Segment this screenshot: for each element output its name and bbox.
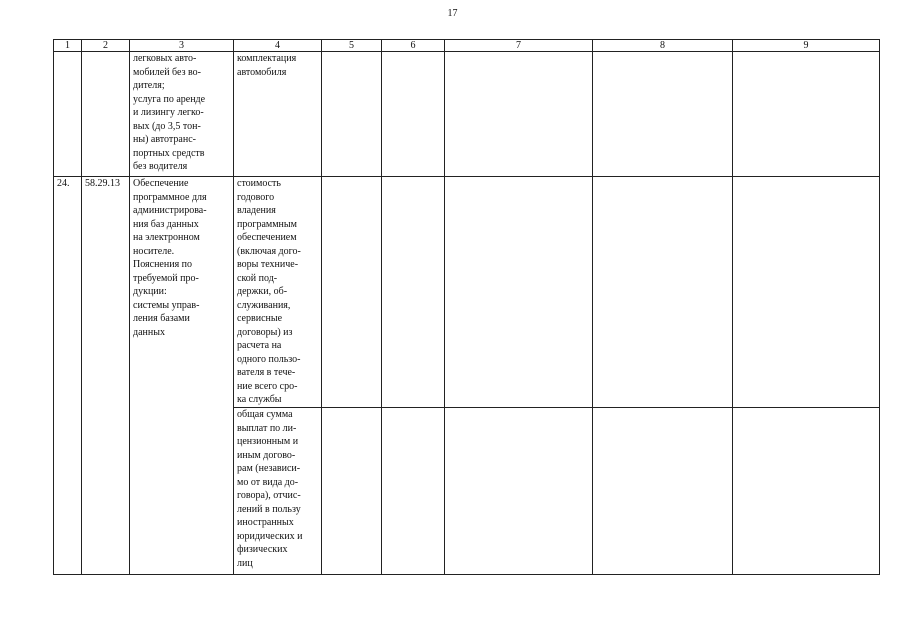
- table-row: [54, 52, 880, 177]
- header-col-1: 1: [54, 40, 82, 52]
- header-col-6: 6: [382, 40, 445, 52]
- header-col-9: 9: [733, 40, 880, 52]
- code-cell: 58.29.13: [82, 177, 130, 575]
- product-name-cell: Обеспечение программное для администрирова- ния баз данных на электронном носителе. Пояснения по требуемой про- дукции: системы управ- ления базами данных: [130, 177, 234, 575]
- empty-cell: [733, 177, 880, 408]
- characteristic-cell: комплектация автомобиля: [234, 52, 322, 177]
- header-col-4: 4: [234, 40, 322, 52]
- empty-cell: [593, 177, 733, 408]
- empty-cell: [382, 177, 445, 408]
- header-col-2: 2: [82, 40, 130, 52]
- header-col-5: 5: [322, 40, 382, 52]
- header-col-3: 3: [130, 40, 234, 52]
- empty-cell: [733, 408, 880, 575]
- table-row: [54, 177, 880, 408]
- empty-cell: [593, 52, 733, 177]
- page-number: 17: [447, 8, 458, 19]
- empty-cell: [445, 52, 593, 177]
- code-cell: [82, 52, 130, 177]
- product-name-cell: легковых авто- мобилей без во- дителя; услуга по аренде и лизингу легко- вых (до 3,5 тон- ны) автотранс- портных средств без водителя: [130, 52, 234, 177]
- empty-cell: [322, 52, 382, 177]
- characteristic-cell: стоимость годового владения программным обеспечением (включая дого- воры техниче- ской под- держки, об- служивания, сервисные договоры) из расчета на одного пользо- вателя в тече- ние всего сро- ка службы: [234, 177, 322, 408]
- row-number-cell: [54, 52, 82, 177]
- empty-cell: [322, 408, 382, 575]
- empty-cell: [322, 177, 382, 408]
- row-number-cell: 24.: [54, 177, 82, 575]
- empty-cell: [445, 408, 593, 575]
- characteristic-cell: общая сумма выплат по ли- цензионным и иным догово- рам (независи- мо от вида до- говора), отчис- лений в пользу иностранных юридических и физических лиц: [234, 408, 322, 575]
- empty-cell: [445, 177, 593, 408]
- header-col-8: 8: [593, 40, 733, 52]
- empty-cell: [733, 52, 880, 177]
- empty-cell: [382, 408, 445, 575]
- empty-cell: [593, 408, 733, 575]
- requirements-table: [53, 39, 880, 575]
- empty-cell: [382, 52, 445, 177]
- header-col-7: 7: [445, 40, 593, 52]
- header-row: [54, 40, 880, 52]
